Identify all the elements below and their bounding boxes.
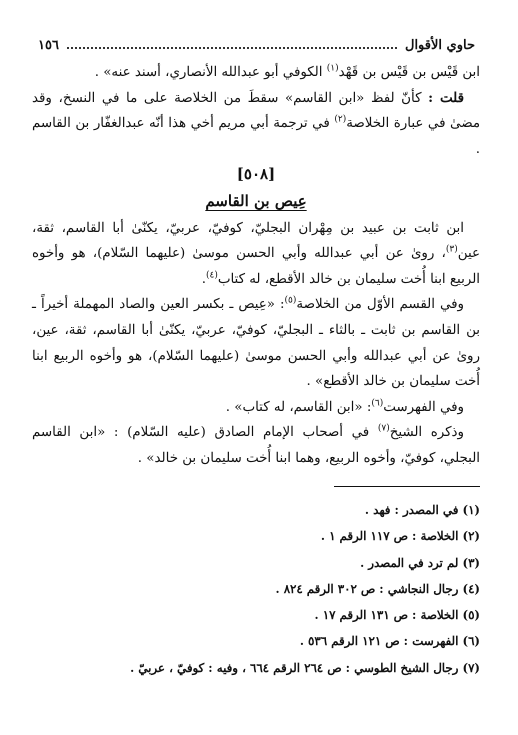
entry-title: عِيص بن القاسم [205, 191, 307, 210]
footnote-ref-6[interactable]: (٦) [371, 398, 384, 409]
footnote-separator [334, 486, 480, 487]
main-text [32, 60, 480, 472]
entry-title-line [32, 189, 480, 216]
paragraph-2: قلت : كأنّ لفظ «ابن القاسم» سقطَ من الخلاصة على ما في النسخ، وقد مضىٰ في عبارة الخلاصة$^{(٢)}$ في ترجمة أبي مريم أخي هذا أنّه عبدالغفّار بن القاسم . [32, 89, 480, 157]
footnotes-list [40, 497, 480, 681]
header-dotted-leader [67, 41, 397, 49]
footnote-5: (٥) الخلاصة : ص ١٣١ الرقم ١٧ . [314, 608, 480, 623]
footnote-ref-5[interactable]: (٥) [284, 295, 297, 306]
footnote-1: (١) في المصدر : فهد . [364, 503, 480, 517]
footnote-ref-4[interactable]: (٤) [205, 270, 218, 281]
footnote-6: (٦) الفهرست : ص ١٢١ الرقم ٥٣٦ . [299, 634, 480, 649]
paragraph-6: وذكره الشيخ$^{(٧)}$ في أصحاب الإمام الصادق (عليه السّلام) : «ابن القاسم البجلي، كوفيّ، وأخوه الربيع، وهما ابنا أُخت سليمان بن خالد» . [32, 423, 480, 466]
footnote-2: (٢) الخلاصة : ص ١١٧ الرقم ١ . [320, 529, 480, 544]
page-number: ١٥٦ [38, 37, 59, 53]
paragraph-5: وفي الفهرست$^{(٦)}$: «ابن القاسم، له كتاب» . [225, 398, 464, 415]
footnote-ref-2[interactable]: (٢) [334, 114, 347, 125]
footnote-ref-1[interactable]: (١) [326, 63, 339, 74]
entry-number-line [32, 162, 480, 189]
running-title: حاوي الأقوال [405, 37, 475, 53]
page-header [38, 36, 475, 54]
paragraph-3: ابن ثابت بن عبيد بن مِهْران البجليّ، كوفيّ، عربيّ، يكنّىٰ أبا القاسم، ثقة، عين$^{(٣)}$، روىٰ عن أبي عبدالله وأبي الحسن موسىٰ (عليهما السّلام)، هو وأخوه الربيع ابنا أُخت سليمان بن خالد الأقطع، له كتاب$^{(٤)}$. [32, 220, 480, 287]
footnote-ref-3[interactable]: (٣) [445, 244, 458, 255]
qultu-label: قلت : [428, 89, 465, 106]
paragraph-4: وفي القسم الأوّل من الخلاصة$^{(٥)}$: «عِيص ـ بكسر العين والصاد المهملة أخيراً ـ بن القاسم بن ثابت ـ بالثاء ـ البجليّ، كوفيّ، عربيّ، يكنّىٰ أبا القاسم، ثقة، عين، روىٰ عن أبي عبدالله وأبي الحسن موسىٰ (عليهما السّلام)، هو وأخوه الربيع ابنا أُخت سليمان بن خالد الأقطع» . [32, 295, 480, 390]
footnote-3: (٣) لم ترد في المصدر . [360, 555, 480, 570]
footnote-ref-7[interactable]: (٧) [377, 423, 390, 434]
paragraph-1: ابن قَيْس بن قَيْس بن قَهْد$^{(١)}$ الكوفي أبو عبدالله الأنصاري، أسند عنه» . [94, 63, 480, 80]
entry-number: [٥٠٨] [236, 165, 276, 184]
footnote-4: (٤) رجال النجاشي : ص ٣٠٢ الرقم ٨٢٤ . [275, 581, 480, 596]
footnote-7: (٧) رجال الشيخ الطوسي : ص ٢٦٤ الرقم ٦٦٤ ، وفيه : كوفيّ ، عربيّ . [130, 660, 480, 675]
